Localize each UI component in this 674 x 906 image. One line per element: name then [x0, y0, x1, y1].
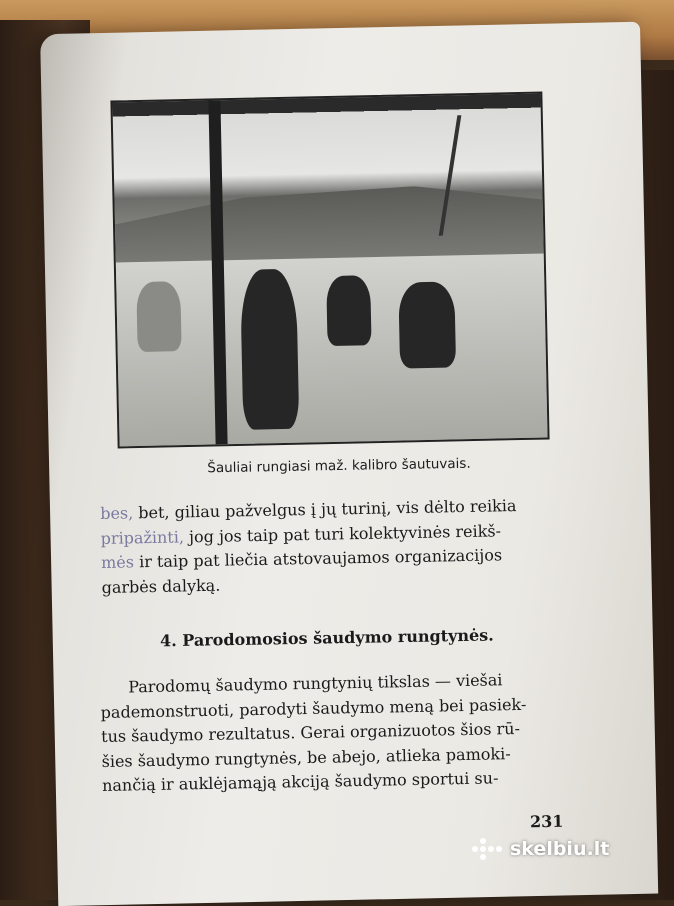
- book-photo: [110, 92, 549, 449]
- text-line: šies šaudymo rungtynės, be abejo, atlieka pamoki-: [101, 743, 511, 771]
- section-heading: 4. Parodomosios šaudymo rungtynės.: [159, 625, 494, 651]
- paragraph-section: [100, 667, 562, 798]
- photo-figure: [326, 275, 371, 346]
- page-number: 231: [529, 811, 564, 832]
- watermark-text: skelbiu.lt: [510, 838, 610, 860]
- text-line: nančią ir auklėjamąją akciją šaudymo sportui su-: [101, 768, 499, 795]
- text-line: bes, bet, giliau pažvelgus į jų turinį, vis dėlto reikia: [100, 496, 517, 523]
- photo-figure: [398, 281, 456, 368]
- text-line: pademonstruoti, parodyti šaudymo meną bei pasiek-: [100, 694, 527, 722]
- photo-caption: Šauliai rungiasi maž. kalibro šautuvais.: [207, 455, 471, 477]
- text-line: garbės dalyką.: [101, 575, 221, 597]
- text-line: Parodomų šaudymo rungtynių tikslas — viešai: [128, 670, 503, 697]
- paragraph-continued: [100, 493, 562, 600]
- text-line: mės ir taip pat liečia atstovaujamos organizacijos: [100, 545, 503, 572]
- dots-icon: [472, 838, 504, 860]
- text-line: pripažinti, jog jos taip pat turi kolektyvinės reikš-: [100, 520, 502, 548]
- photo-figure: [136, 281, 181, 352]
- text-line: tus šaudymo rezultatus. Gerai organizuotos šios rū-: [100, 718, 521, 746]
- photo-figure: [240, 269, 299, 430]
- watermark: [472, 838, 609, 860]
